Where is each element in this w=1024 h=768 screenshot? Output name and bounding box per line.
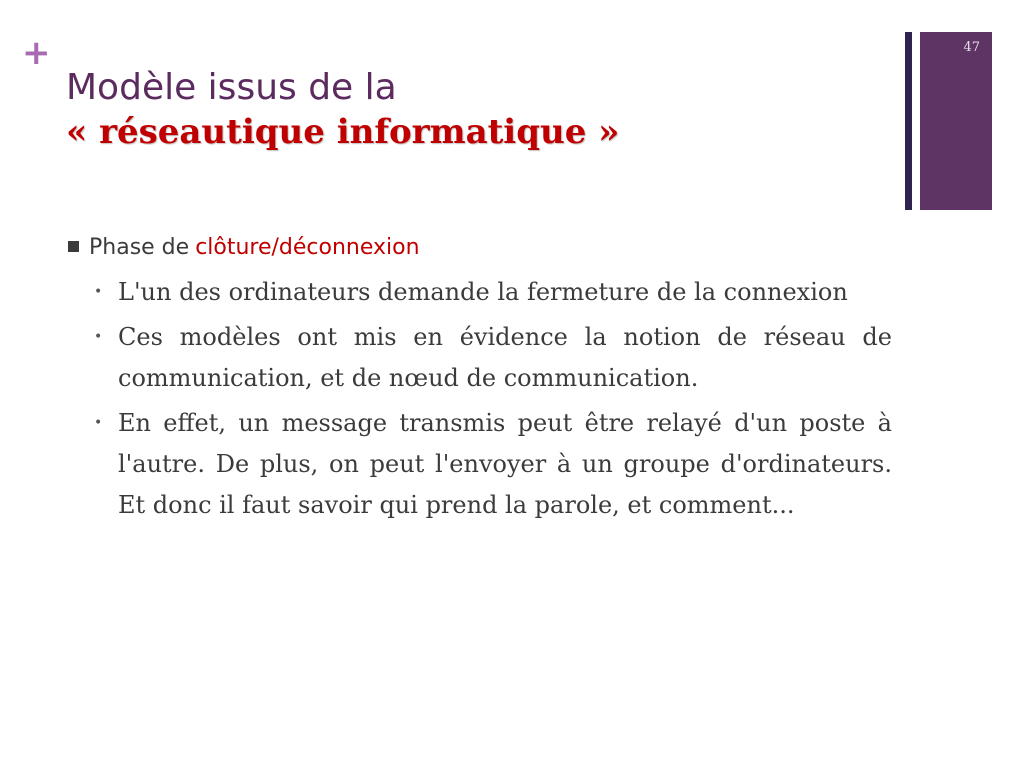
title-line-2: « réseautique informatique » xyxy=(66,112,620,152)
slide-number: 47 xyxy=(963,40,980,55)
plus-icon: + xyxy=(22,33,51,73)
bullet-text: Ces modèles ont mis en évidence la notion de réseau de communication, et de nœud de communication. xyxy=(118,323,892,392)
bullet-text: En effet, un message transmis peut être relayé d'un poste à l'autre. De plus, on peut l'envoyer à un groupe d'ordinateurs. Et donc il faut savoir qui prend la parole, et comment... xyxy=(118,409,892,519)
title-line-1: Modèle issus de la xyxy=(66,67,397,108)
decorative-thick-bar xyxy=(920,32,992,210)
square-bullet-icon xyxy=(68,241,79,252)
bullet-item xyxy=(68,317,892,399)
slide-content xyxy=(68,230,892,530)
decorative-thin-bar xyxy=(905,32,912,210)
bullet-dot-icon: • xyxy=(94,329,103,345)
heading-accent: clôture/déconnexion xyxy=(195,235,420,260)
heading-prefix: Phase de xyxy=(89,235,190,260)
bullet-dot-icon: • xyxy=(94,284,103,300)
bullet-item xyxy=(68,272,892,313)
slide-title xyxy=(66,66,866,154)
bullet-dot-icon: • xyxy=(94,415,103,431)
bullet-level-1 xyxy=(68,230,892,266)
bullet-item xyxy=(68,403,892,526)
bullet-text: L'un des ordinateurs demande la fermeture de la connexion xyxy=(118,278,848,306)
